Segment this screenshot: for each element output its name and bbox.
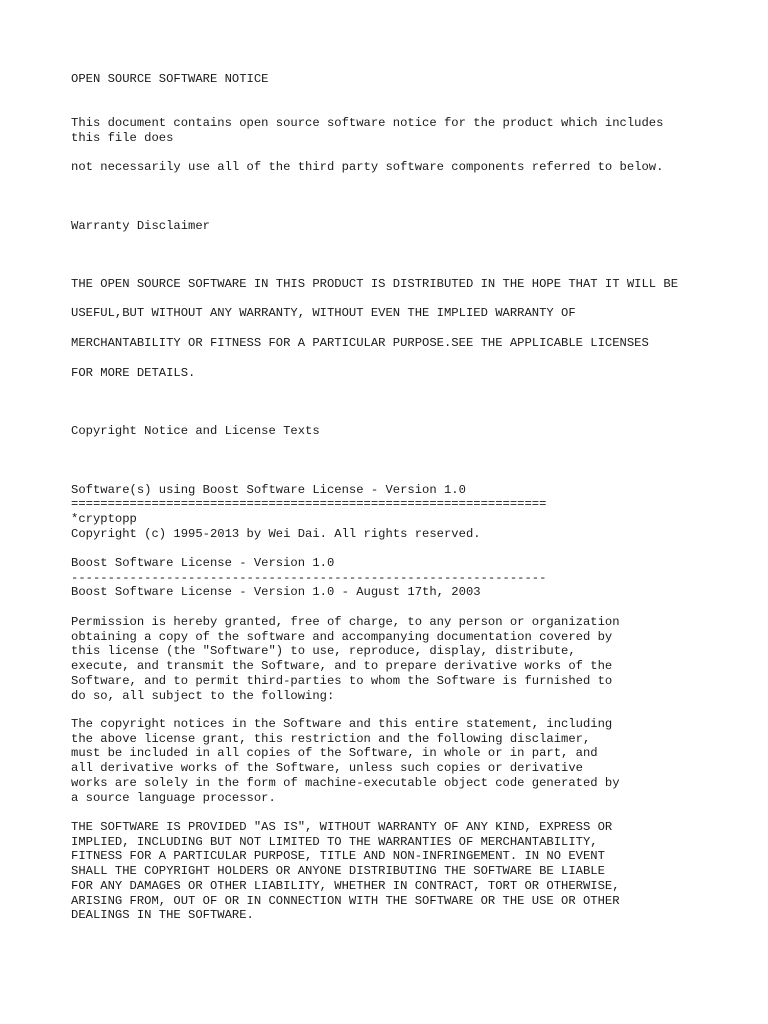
boost-section-title: Software(s) using Boost Software License - Version 1.0 <box>71 483 466 497</box>
warranty-line-1: THE OPEN SOURCE SOFTWARE IN THIS PRODUCT IS DISTRIBUTED IN THE HOPE THAT IT WILL BE <box>71 277 679 291</box>
warranty-line-2: USEFUL,BUT WITHOUT ANY WARRANTY, WITHOUT EVEN THE IMPLIED WARRANTY OF <box>71 306 576 320</box>
license-rule: ----------------------------------------------------------------- <box>71 571 547 585</box>
warranty-line-4: FOR MORE DETAILS. <box>71 366 196 380</box>
license-paragraph-conditions: The copyright notices in the Software and this entire statement, including the above license grant, this restriction and the following disclaimer, must be included in all copies of the Software, in whole or in part, and all derivative works of the Software, unless such copies or derivative works are solely in the form of machine-executable object code generated by a source language processor. <box>71 717 620 805</box>
license-date: Boost Software License - Version 1.0 - August 17th, 2003 <box>71 585 481 599</box>
component-copyright: Copyright (c) 1995-2013 by Wei Dai. All rights reserved. <box>71 527 481 541</box>
license-paragraph-permission: Permission is hereby granted, free of charge, to any person or organization obtaining a copy of the software and accompanying documentation covered by this license (the "Software") to use, reproduce, display, distribute, execute, and transmit the Software, and to prepare derivative works of the Software, and to permit third-parties to whom the Software is furnished to do so, all subject to the following: <box>71 615 620 703</box>
license-title: Boost Software License - Version 1.0 <box>71 556 335 570</box>
warranty-heading: Warranty Disclaimer <box>71 219 210 233</box>
intro-line-1: This document contains open source software notice for the product which includes this file does <box>71 116 664 145</box>
intro-line-2: not necessarily use all of the third party software components referred to below. <box>71 160 664 174</box>
document-title: OPEN SOURCE SOFTWARE NOTICE <box>71 72 269 86</box>
copyright-heading: Copyright Notice and License Texts <box>71 424 320 438</box>
warranty-line-3: MERCHANTABILITY OR FITNESS FOR A PARTICULAR PURPOSE.SEE THE APPLICABLE LICENSES <box>71 336 649 350</box>
boost-section-rule: ================================================================= <box>71 497 547 511</box>
license-paragraph-disclaimer: THE SOFTWARE IS PROVIDED "AS IS", WITHOUT WARRANTY OF ANY KIND, EXPRESS OR IMPLIED, INCLUDING BUT NOT LIMITED TO THE WARRANTIES OF MERCHANTABILITY, FITNESS FOR A PARTICULAR PURPOSE, TITLE AND NON-INFRINGEMENT. IN NO EVENT SHALL THE COPYRIGHT HOLDERS OR ANYONE DISTRIBUTING THE SOFTWARE BE LIABLE FOR ANY DAMAGES OR OTHER LIABILITY, WHETHER IN CONTRACT, TORT OR OTHERWISE, ARISING FROM, OUT OF OR IN CONNECTION WITH THE SOFTWARE OR THE USE OR OTHER DEALINGS IN THE SOFTWARE. <box>71 820 620 923</box>
component-name: *cryptopp <box>71 512 137 526</box>
